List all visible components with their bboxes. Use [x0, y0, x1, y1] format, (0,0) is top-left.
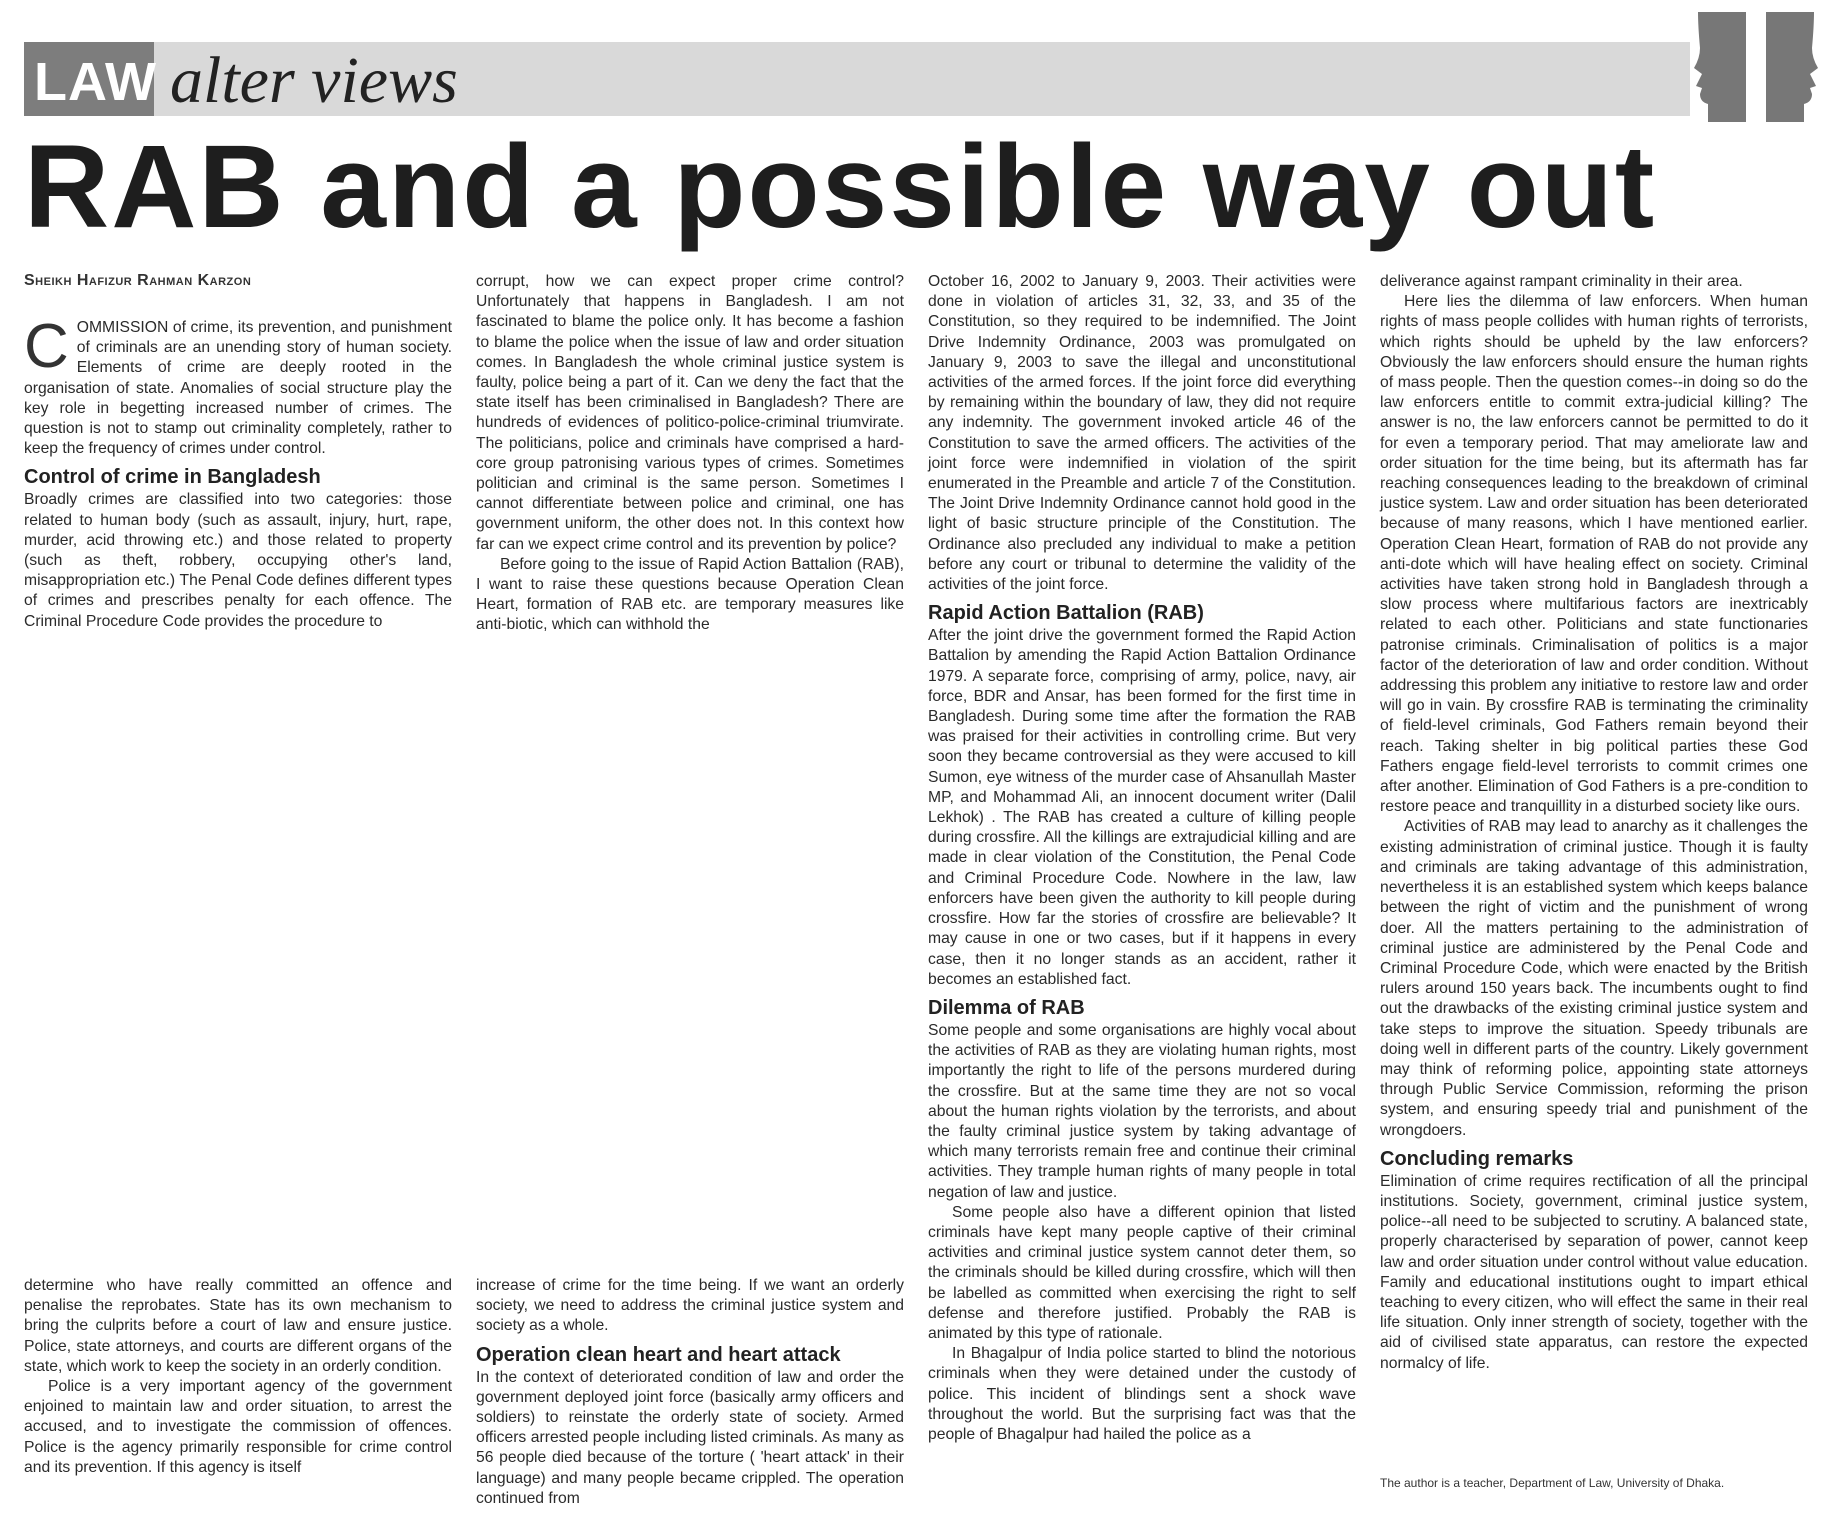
paragraph-dilemma-1: Some people and some organisations are highly vocal about the activities of RAB as they are violating human rights, most importantly the right to life of the persons murdered during the crossfire. But at the same time they are not so vocal about the human rights violation by the terrorists, and about the faulty criminal justice system by taking advantage of which many terrorists remain free and continue their criminal activities. They trample human rights of many people in total negation of law and justice. [928, 1021, 1356, 1201]
drop-cap: C [24, 312, 69, 381]
column-2-top [476, 272, 904, 636]
headline: RAB and a possible way out [24, 121, 1657, 253]
paragraph-col3-1: October 16, 2002 to January 9, 2003. Their activities were done in violation of articles 31, 32, 33, and 35 of the Constitution, so they required to be indemnified. The Joint Drive Indemnity Ordinance, 2003 was promulgated on January 9, 2003 to save the illegal and unconstitutional activities of the armed forces. If the joint force did everything by remaining within the boundary of law, they did not require any indemnity. The government invoked article 46 of the Constitution to save the armed officers. The activities of the joint force were indemnified in violation of the spirit enumerated in the Preamble and article 7 of the Constitution. The Joint Drive Indemnity Ordinance cannot hold good in the light of basic structure principle of the Constitution. The Ordinance also precluded any individual to make a petition before any court or tribunal to determine the validity of the activities of the joint force. [928, 273, 1356, 594]
intro-text: OMMISSION of crime, its prevention, and punishment of criminals are an unending story of human society. Elements of crime are deeply rooted in the organisation of state. Anomalies of social structure play the key role in begetting increased number of crimes. The question is not to stamp out criminality completely, rather to keep the frequency of crimes under control. [24, 319, 452, 458]
paragraph-dilemma-3: In Bhagalpur of India police started to blind the notorious criminals when they were detained under the custody of police. This incident of blindings sent a shock wave throughout the world. But the surprising fact was that the people of Bhagalpur had hailed the police as a [928, 1345, 1356, 1443]
paragraph-col2-b1: increase of crime for the time being. If we want an orderly society, we need to address the criminal justice system and society as a whole. [476, 1277, 904, 1335]
paragraph-col4-3: Activities of RAB may lead to anarchy as it challenges the existing administration of criminal justice. Though it is faulty and criminals are taking advantage of this administration, nevertheless it is an established system which keeps balance between the right of victim and the punishment of wrong doer. All the matters pertaining to the administration of criminal justice are administered by the Penal Code and Criminal Procedure Code, which were enacted by the British rulers around 150 years back. The incumbents ought to find out the drawbacks of the existing criminal justice system and take steps to improve the situation. Speedy tribunals are doing well in different parts of the country. Likely government may think of reforming police, appointing state attorneys through Public Service Commission, reforming the prison system, and ensuring speedy trial and punishment of the wrongdoers. [1380, 818, 1808, 1139]
column-4 [1380, 272, 1808, 1374]
paragraph-rab: After the joint drive the government formed the Rapid Action Battalion by amending the Rapid Action Battalion Ordinance 1979. A separate force, comprising of army, police, navy, air force, BDR and Ansar, has been formed for the first time in Bangladesh. During some time after the formation the RAB was praised for their activities in controlling crime. But very soon they became controversial as they were accused to kill Sumon, eye witness of the murder case of Ahsanullah Master MP, and Mohammad Ali, an innocent document writer (Dalil Lekhok) . The RAB has created a culture of killing people during crossfire. All the killings are extrajudicial killing and are made in clear violation of the Constitution, the Penal Code and Criminal Procedure Code. Nowhere in the law, law enforcers have been given the authority to kill people during crossfire. How far the stories of crossfire are believable? It may cause in one or two cases, but if it happens in every case, then it no longer stands as an accident, rather it becomes an established fact. [928, 627, 1356, 988]
heading-rab: Rapid Action Battalion (RAB) [928, 602, 1204, 625]
heading-operation-clean-heart: Operation clean heart and heart attack [476, 1343, 841, 1366]
paragraph-dilemma-2: Some people also have a different opinion that listed criminals have kept many people captive of their criminal activities and criminal justice system cannot deter them, so the criminals should be killed during crossfire, which will then be labelled as committed when exercising the right to self defense and therefore justified. Probably the RAB is animated by this type of rationale. [928, 1203, 1356, 1342]
heading-control-of-crime: Control of crime in Bangladesh [24, 466, 321, 489]
column-2-bottom [476, 1276, 904, 1509]
section-tag: LAW [34, 52, 157, 112]
column-1-top [24, 312, 452, 632]
paragraph-col2-b2: In the context of deteriorated condition of law and order the government deployed joint force (basically army officers and soldiers) to reinstate the orderly state of society. Armed officers arrested people including listed criminals. As many as 56 people died because of the torture ( 'heart attack' in their language) and many people became crippled. The operation continued from [476, 1368, 904, 1507]
paragraph-col2-2: Before going to the issue of Rapid Action Battalion (RAB), I want to raise these questions because Operation Clean Heart, formation of RAB etc. are temporary measures like anti-biotic, which can withhold the [476, 555, 904, 634]
paragraph-col1-b2: Police is a very important agency of the government enjoined to maintain law and order situation, to arrest the accused, and to investigate the commission of offences. Police is the agency primarily responsible for crime control and its prevention. If this agency is itself [24, 1378, 452, 1476]
heading-concluding-remarks: Concluding remarks [1380, 1147, 1574, 1170]
profile-faces-icon [1690, 8, 1822, 126]
heading-dilemma: Dilemma of RAB [928, 996, 1085, 1019]
paragraph-col2-1: corrupt, how we can expect proper crime control? Unfortunately that happens in Bangladesh. I am not fascinated to blame the police only. It has become a fashion to blame the police when the issue of law and order situation comes. In Bangladesh the whole criminal justice system is faulty, police being a part of it. Can we deny the fact that the state itself has been criminalised in Bangladesh? There are hundreds of evidences of politico-police-criminal triumvirate. The politicians, police and criminals have comprised a hard-core group patronising various types of crimes. Sometimes politician and criminal is the same person. Sometimes I cannot differentiate between police and criminal, one has government uniform, the other does not. In this context how far can we expect crime control and its prevention by police? [476, 273, 904, 553]
paragraph-col4-2: Here lies the dilemma of law enforcers. When human rights of mass people collides with human rights of terrorists, which rights should be upheld by the law enforcers? Obviously the law enforcers should ensure the human rights of mass people. Then the question comes--in doing so do the law enforcers entitle to commit extra-judicial killing? The answer is no, the law enforcers cannot be permitted to do it for even a temporary period. That may ameliorate law and order situation for the time being, but its aftermath has far reaching consequences leading to the breakdown of criminal justice system. Law and order situation has been deteriorated because of many reasons, which I have mentioned earlier. Operation Clean Heart, formation of RAB do not provide any anti-dote which will have healing effect on society. Criminal activities have taken strong hold in Bangladesh through a slow process where multifarious factors are inextricably related to each other. Politicians and state functionaries patronise criminals. Criminalisation of politics is a major factor of the deterioration of law and order condition. Without addressing this problem any initiative to restore law and order will go in vain. By crossfire RAB is terminating the criminality of field-level criminals, God Fathers remain beyond their reach. Taking shelter in big political parties these God Fathers engage field-level terrorists to commit crimes one after another. Elimination of God Fathers is a pre-condition to restore peace and tranquillity in a disturbed society like ours. [1380, 293, 1808, 816]
paragraph-col1-b1: determine who have really committed an offence and penalise the reprobates. State has its own mechanism to bring the culprits before a court of law and ensure justice. Police, state attorneys, and courts are different organs of the state, which work to keep the society in an orderly condition. [24, 1277, 452, 1375]
author-footnote: The author is a teacher, Department of Law, University of Dhaka. [1380, 1476, 1725, 1490]
byline: Sheikh Hafizur Rahman Karzon [24, 272, 252, 289]
paragraph-col4-4: Elimination of crime requires rectification of all the principal institutions. Society, government, criminal justice system, police--all need to be subjected to scrutiny. A balanced state, properly characterised by separation of power, cannot keep law and order situation under control without value education. Family and educational institutions ought to impart ethical teaching to every citizen, who will effect the same in their real life situation. Only inner strength of society, together with the aid of civilised state apparatus, can restore the expected normalcy of life. [1380, 1172, 1808, 1372]
column-3 [928, 272, 1356, 1445]
intro-paragraph [24, 312, 452, 459]
paragraph-col4-1: deliverance against rampant criminality in their area. [1380, 273, 1743, 290]
column-1-bottom [24, 1276, 452, 1478]
paragraph-control: Broadly crimes are classified into two categories: those related to human body (such as assault, injury, hurt, rape, murder, acid throwing etc.) and those related to property (such as theft, robbery, occupying other's land, misappropriation etc.) The Penal Code defines different types of crimes and prescribes penalty for each offence. The Criminal Procedure Code provides the procedure to [24, 491, 452, 630]
section-title: alter views [170, 44, 458, 117]
